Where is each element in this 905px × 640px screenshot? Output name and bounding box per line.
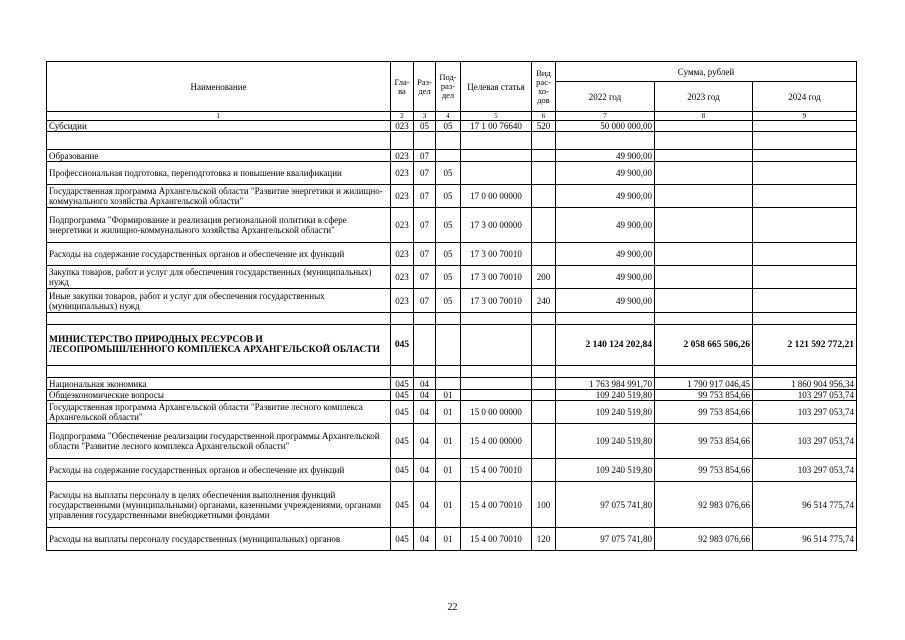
row-sum-2024 (753, 150, 857, 162)
row-sum-2022: 49 900,00 (556, 208, 655, 243)
column-number: 6 (532, 112, 556, 121)
row-celevaya-statya (461, 325, 532, 366)
row-name: Расходы на выплаты персоналу государственных (муниципальных) органов (47, 528, 391, 551)
row-sum-2023: 92 983 076,66 (655, 528, 753, 551)
row-sum-2022: 49 900,00 (556, 150, 655, 162)
row-vid-rashodov: 520 (532, 121, 556, 132)
row-celevaya-statya: 15 0 00 00000 (461, 401, 532, 424)
table-row (47, 528, 857, 551)
row-celevaya-statya (461, 390, 532, 401)
row-name (47, 313, 391, 325)
row-sum-2023: 99 753 854,66 (655, 401, 753, 424)
row-podrazdel (436, 150, 461, 162)
table-row (47, 243, 857, 266)
row-podrazdel: 01 (436, 390, 461, 401)
row-celevaya-statya: 15 4 00 70010 (461, 482, 532, 528)
row-sum-2022: 1 763 984 991,70 (556, 378, 655, 390)
column-numbers-row (47, 112, 857, 121)
table-row (47, 401, 857, 424)
row-name: Закупка товаров, работ и услуг для обеспечения государственных (муниципальных) нужд (47, 266, 391, 289)
header-summa: Сумма, рублей (556, 62, 857, 82)
row-name (47, 132, 391, 150)
header-year-2022: 2022 год (556, 82, 655, 112)
column-number: 9 (753, 112, 857, 121)
row-razdel: 07 (414, 162, 436, 185)
row-razdel (414, 313, 436, 325)
row-razdel: 07 (414, 150, 436, 162)
row-sum-2022: 2 140 124 202,84 (556, 325, 655, 366)
row-glava: 045 (391, 325, 414, 366)
row-sum-2024: 1 860 904 956,34 (753, 378, 857, 390)
row-sum-2024: 103 297 053,74 (753, 401, 857, 424)
column-number: 7 (556, 112, 655, 121)
row-sum-2022 (556, 313, 655, 325)
table-row (47, 121, 857, 132)
column-number: 5 (461, 112, 532, 121)
row-podrazdel: 05 (436, 185, 461, 208)
row-vid-rashodov (532, 132, 556, 150)
row-sum-2023: 99 753 854,66 (655, 459, 753, 482)
row-celevaya-statya (461, 150, 532, 162)
table-row (47, 266, 857, 289)
row-glava: 023 (391, 289, 414, 313)
table-row (47, 482, 857, 528)
row-sum-2023 (655, 313, 753, 325)
row-podrazdel: 05 (436, 289, 461, 313)
header-razdel: Раз-дел (414, 62, 436, 112)
row-vid-rashodov (532, 325, 556, 366)
row-podrazdel: 01 (436, 482, 461, 528)
row-glava: 045 (391, 459, 414, 482)
table-row (47, 185, 857, 208)
row-sum-2023: 99 753 854,66 (655, 390, 753, 401)
row-podrazdel: 01 (436, 528, 461, 551)
row-razdel: 04 (414, 378, 436, 390)
row-razdel (414, 132, 436, 150)
row-podrazdel: 01 (436, 401, 461, 424)
row-sum-2024 (753, 366, 857, 378)
row-glava: 023 (391, 266, 414, 289)
row-razdel: 07 (414, 266, 436, 289)
row-podrazdel (436, 313, 461, 325)
table-row (47, 208, 857, 243)
row-glava: 023 (391, 185, 414, 208)
row-razdel: 07 (414, 289, 436, 313)
row-name: Государственная программа Архангельской области "Развитие лесного комплекса Архангельской области" (47, 401, 391, 424)
row-name: Подпрограмма "Обеспечение реализации государственной программы Архангельской области "Развитие лесного комплекса Архангельской области" (47, 424, 391, 459)
row-glava: 045 (391, 401, 414, 424)
row-celevaya-statya (461, 162, 532, 185)
row-podrazdel: 05 (436, 121, 461, 132)
row-sum-2022: 49 900,00 (556, 243, 655, 266)
row-podrazdel (436, 378, 461, 390)
row-podrazdel: 05 (436, 162, 461, 185)
row-name: Расходы на содержание государственных органов и обеспечение их функций (47, 459, 391, 482)
header-row-top (47, 62, 857, 82)
row-sum-2022: 97 075 741,80 (556, 482, 655, 528)
row-celevaya-statya: 17 3 00 70010 (461, 266, 532, 289)
row-podrazdel: 01 (436, 459, 461, 482)
row-glava: 045 (391, 390, 414, 401)
row-razdel: 04 (414, 401, 436, 424)
row-vid-rashodov (532, 366, 556, 378)
row-vid-rashodov (532, 162, 556, 185)
row-podrazdel: 01 (436, 424, 461, 459)
row-name: Национальная экономика (47, 378, 391, 390)
row-sum-2024: 103 297 053,74 (753, 390, 857, 401)
table-row (47, 424, 857, 459)
row-vid-rashodov (532, 313, 556, 325)
row-razdel (414, 366, 436, 378)
header-celevaya: Целевая статья (461, 62, 532, 112)
row-podrazdel: 05 (436, 243, 461, 266)
row-celevaya-statya: 17 3 00 70010 (461, 289, 532, 313)
row-vid-rashodov: 120 (532, 528, 556, 551)
row-sum-2023 (655, 243, 753, 266)
row-vid-rashodov (532, 243, 556, 266)
row-celevaya-statya (461, 132, 532, 150)
row-sum-2024 (753, 266, 857, 289)
row-celevaya-statya: 17 0 00 00000 (461, 185, 532, 208)
row-celevaya-statya: 15 4 00 00000 (461, 424, 532, 459)
row-glava (391, 366, 414, 378)
row-razdel: 07 (414, 208, 436, 243)
table-row (47, 289, 857, 313)
row-glava: 045 (391, 482, 414, 528)
row-razdel: 04 (414, 528, 436, 551)
row-sum-2024 (753, 313, 857, 325)
table-row (47, 325, 857, 366)
table-row (47, 390, 857, 401)
table-row (47, 150, 857, 162)
row-glava: 023 (391, 150, 414, 162)
row-glava: 023 (391, 208, 414, 243)
budget-table (46, 61, 857, 551)
table-row (47, 378, 857, 390)
row-razdel: 04 (414, 482, 436, 528)
header-name: Наименование (47, 62, 391, 112)
row-glava (391, 132, 414, 150)
row-podrazdel (436, 366, 461, 378)
row-celevaya-statya: 17 3 00 00000 (461, 208, 532, 243)
row-sum-2023: 92 983 076,66 (655, 482, 753, 528)
row-sum-2022: 97 075 741,80 (556, 528, 655, 551)
row-sum-2022: 49 900,00 (556, 185, 655, 208)
row-celevaya-statya: 17 3 00 70010 (461, 243, 532, 266)
row-name: Подпрограмма "Формирование и реализация региональной политики в сфере энергетики и жилищно-коммунального хозяйства Архангельской области" (47, 208, 391, 243)
column-number: 1 (47, 112, 391, 121)
row-sum-2023: 99 753 854,66 (655, 424, 753, 459)
row-sum-2024: 103 297 053,74 (753, 424, 857, 459)
row-name: Государственная программа Архангельской области "Развитие энергетики и жилищно-коммунального хозяйства Архангельской области" (47, 185, 391, 208)
row-sum-2023 (655, 162, 753, 185)
row-glava: 045 (391, 378, 414, 390)
row-sum-2023 (655, 121, 753, 132)
row-sum-2024 (753, 243, 857, 266)
row-sum-2022 (556, 366, 655, 378)
row-sum-2022: 50 000 000,00 (556, 121, 655, 132)
row-sum-2022 (556, 132, 655, 150)
row-sum-2022: 49 900,00 (556, 266, 655, 289)
row-vid-rashodov: 100 (532, 482, 556, 528)
row-razdel (414, 325, 436, 366)
row-sum-2024: 2 121 592 772,21 (753, 325, 857, 366)
row-sum-2022: 109 240 519,80 (556, 390, 655, 401)
row-razdel: 04 (414, 390, 436, 401)
header-glava: Гла-ва (391, 62, 414, 112)
header-vid: Вид рас-хо-дов (532, 62, 556, 112)
row-vid-rashodov (532, 459, 556, 482)
header-year-2024: 2024 год (753, 82, 857, 112)
column-number: 2 (391, 112, 414, 121)
row-sum-2023 (655, 266, 753, 289)
row-sum-2023 (655, 132, 753, 150)
row-name: Иные закупки товаров, работ и услуг для обеспечения государственных (муниципальных) нужд (47, 289, 391, 313)
row-sum-2024: 96 514 775,74 (753, 482, 857, 528)
row-sum-2022: 49 900,00 (556, 289, 655, 313)
row-glava: 045 (391, 424, 414, 459)
row-glava: 045 (391, 528, 414, 551)
row-sum-2024 (753, 208, 857, 243)
row-sum-2024: 96 514 775,74 (753, 528, 857, 551)
row-vid-rashodov (532, 424, 556, 459)
row-celevaya-statya: 17 1 00 76640 (461, 121, 532, 132)
header-year-2023: 2023 год (655, 82, 753, 112)
row-sum-2023 (655, 366, 753, 378)
column-number: 3 (414, 112, 436, 121)
table-row (47, 459, 857, 482)
row-sum-2023 (655, 150, 753, 162)
row-razdel: 05 (414, 121, 436, 132)
row-vid-rashodov (532, 150, 556, 162)
row-celevaya-statya: 15 4 00 70010 (461, 528, 532, 551)
row-podrazdel: 05 (436, 266, 461, 289)
row-sum-2023: 1 790 917 046,45 (655, 378, 753, 390)
row-vid-rashodov (532, 208, 556, 243)
row-celevaya-statya (461, 313, 532, 325)
row-name: Образование (47, 150, 391, 162)
row-name: Расходы на выплаты персоналу в целях обеспечения выполнения функций государственными (муниципальными) органами, казенными учреждениями, органами управления государственными внебюджетными фондами (47, 482, 391, 528)
row-celevaya-statya: 15 4 00 70010 (461, 459, 532, 482)
row-glava: 023 (391, 121, 414, 132)
row-glava: 023 (391, 162, 414, 185)
table-row (47, 162, 857, 185)
row-glava (391, 313, 414, 325)
row-name: МИНИСТЕРСТВО ПРИРОДНЫХ РЕСУРСОВ И ЛЕСОПРОМЫШЛЕННОГО КОМПЛЕКСА АРХАНГЕЛЬСКОЙ ОБЛАСТИ (47, 325, 391, 366)
table-body (47, 62, 857, 551)
row-sum-2024: 103 297 053,74 (753, 459, 857, 482)
row-podrazdel: 05 (436, 208, 461, 243)
row-vid-rashodov: 200 (532, 266, 556, 289)
row-sum-2024 (753, 121, 857, 132)
row-vid-rashodov (532, 401, 556, 424)
row-sum-2024 (753, 289, 857, 313)
row-name: Расходы на содержание государственных органов и обеспечение их функций (47, 243, 391, 266)
row-podrazdel (436, 132, 461, 150)
row-sum-2022: 109 240 519,80 (556, 424, 655, 459)
row-sum-2024 (753, 132, 857, 150)
header-podrazdel: Под-раз-дел (436, 62, 461, 112)
table-row (47, 366, 857, 378)
row-sum-2023 (655, 208, 753, 243)
row-celevaya-statya (461, 366, 532, 378)
row-razdel: 04 (414, 424, 436, 459)
row-vid-rashodov (532, 185, 556, 208)
row-podrazdel (436, 325, 461, 366)
row-sum-2024 (753, 162, 857, 185)
row-name: Профессиональная подготовка, переподготовка и повышение квалификации (47, 162, 391, 185)
page-number: 22 (447, 602, 458, 613)
row-razdel: 04 (414, 459, 436, 482)
row-sum-2022: 109 240 519,80 (556, 459, 655, 482)
row-sum-2024 (753, 185, 857, 208)
row-name: Общеэкономические вопросы (47, 390, 391, 401)
row-celevaya-statya (461, 378, 532, 390)
column-number: 4 (436, 112, 461, 121)
column-number: 8 (655, 112, 753, 121)
table-row (47, 132, 857, 150)
table-row (47, 313, 857, 325)
row-razdel: 07 (414, 185, 436, 208)
row-sum-2022: 109 240 519,80 (556, 401, 655, 424)
row-name (47, 366, 391, 378)
row-vid-rashodov (532, 390, 556, 401)
row-sum-2022: 49 900,00 (556, 162, 655, 185)
row-sum-2023 (655, 289, 753, 313)
row-vid-rashodov: 240 (532, 289, 556, 313)
row-sum-2023 (655, 185, 753, 208)
row-sum-2023: 2 058 665 506,26 (655, 325, 753, 366)
row-razdel: 07 (414, 243, 436, 266)
row-name: Субсидии (47, 121, 391, 132)
row-vid-rashodov (532, 378, 556, 390)
row-glava: 023 (391, 243, 414, 266)
